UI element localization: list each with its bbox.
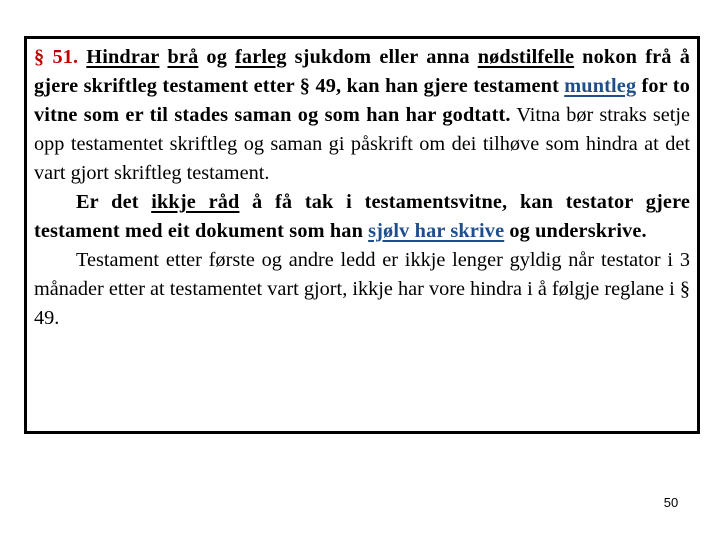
word-braa: brå	[167, 46, 199, 68]
text-for-to-vitne: for to vitne som er til stades saman og som han har godtatt.	[34, 75, 690, 126]
text-testament-etter: Testament etter første og andre ledd er ikkje lenger gyldig når testator i 3 månader etter at testamentet vart gjort, ikkje har vore hindra i å følgje reglane i § 49.	[34, 249, 690, 329]
text-er-det: Er det	[76, 191, 139, 213]
text-vitna: Vitna bør straks setje opp testamentet skriftleg og saman gi påskrift om dei tilhøve som hindra at det vart gjort skriftleg testament.	[34, 104, 690, 184]
section-number: § 51.	[34, 46, 79, 68]
law-text-box	[24, 36, 700, 434]
word-farleg: farleg	[235, 46, 287, 68]
word-hindrar: Hindrar	[86, 46, 160, 68]
text-testamentsvitne: å få tak i testamentsvitne, kan testator gjere testament med eit dokument som han	[34, 191, 691, 242]
text-nokon: nokon frå å gjere skriftleg testament etter § 49, kan han gjere testament	[34, 46, 691, 97]
page-number: 50	[663, 495, 679, 510]
text-og: og	[206, 46, 227, 68]
law-paragraphs	[34, 43, 690, 333]
word-ikkje-raad: ikkje råd	[151, 191, 240, 213]
word-muntleg: muntleg	[564, 75, 637, 97]
text-sjukdom: sjukdom eller anna	[294, 46, 470, 68]
word-nodstilfelle: nødstilfelle	[477, 46, 575, 68]
word-sjolv-har-skrive: sjølv har skrive	[368, 220, 505, 242]
text-underskrive: og underskrive.	[509, 220, 647, 242]
